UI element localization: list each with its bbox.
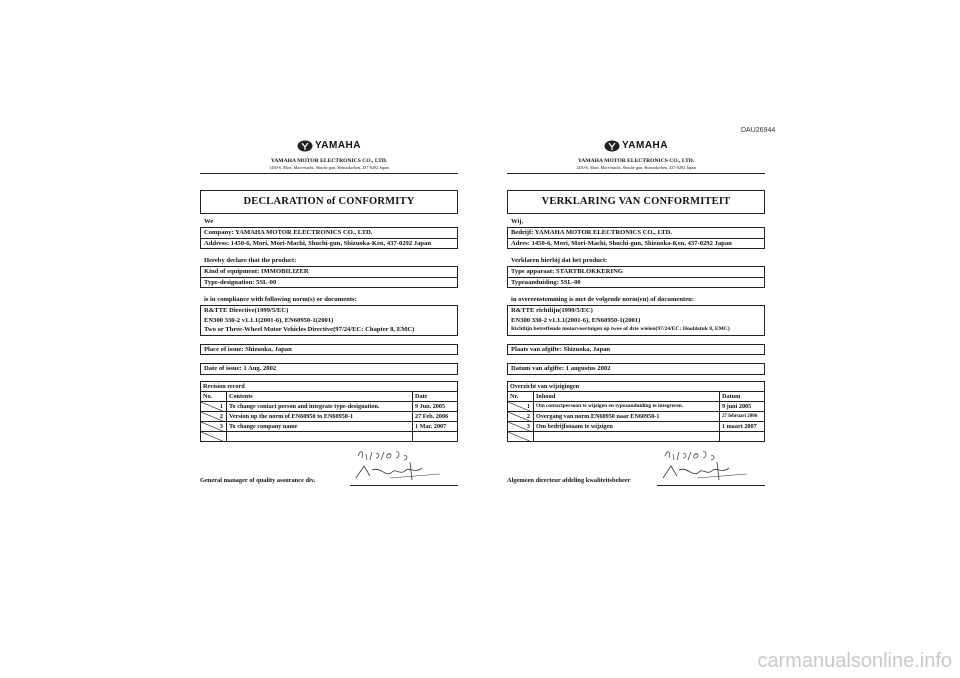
- signer-title: General manager of quality assurance div.: [200, 476, 316, 484]
- header-date: Date: [413, 391, 458, 401]
- revision-table: [200, 381, 458, 442]
- table-row: [508, 401, 765, 411]
- company-name: YAMAHA MOTOR ELECTRONICS CO., LTD.: [577, 158, 695, 164]
- compliance-label: in overeenstemming is met de volgende norm(en) of documenten:: [511, 296, 695, 303]
- yamaha-logo: [507, 138, 765, 154]
- revision-triangle-icon: [201, 432, 225, 442]
- table-row-empty: [201, 431, 458, 441]
- revision-no: 1: [219, 402, 223, 410]
- declare-label: Hereby declare that the product:: [204, 257, 297, 264]
- norm-line: Richtlijn betreffende motorvoertuigen op twee of drie wielen(97/24/EC: Hoofdstuk 8, EMC): [511, 326, 730, 332]
- norm-line: EN300 330-2 v1.1.1(2001-6), EN60950-1(2001): [511, 316, 641, 324]
- logo-wordmark: YAMAHA: [622, 140, 668, 152]
- signature-area: [200, 454, 458, 488]
- table-row: [201, 421, 458, 431]
- table-row: [508, 421, 765, 431]
- table-row-empty: [508, 431, 765, 441]
- revision-contents: To change contact person and integrate type-designation.: [227, 401, 413, 411]
- table-row: [201, 411, 458, 421]
- logo-wordmark: YAMAHA: [315, 140, 361, 152]
- document-title: DECLARATION of CONFORMITY: [200, 190, 458, 214]
- revision-date: 1 maart 2007: [720, 421, 765, 431]
- date-box: [507, 363, 765, 375]
- document-title: VERKLARING VAN CONFORMITEIT: [507, 190, 765, 214]
- revision-title: Revision record: [201, 381, 458, 391]
- product-box: [507, 266, 765, 288]
- revision-triangle-icon: [508, 432, 532, 442]
- date-line: Datum van afgifte: 1 augustus 2002: [511, 365, 611, 372]
- header-no: No.: [201, 391, 227, 401]
- company-address: 1450-6, Mori, Mori-machi, Shuchi-gun, Shizuoka-ken, 437-0292 Japan: [507, 165, 765, 174]
- signer-title: Algemeen directeur afdeling kwaliteitsbeheer: [507, 476, 631, 484]
- place-line: Place of issue: Shizuoka, Japan: [204, 345, 292, 353]
- revision-date: 9 Jun. 2005: [413, 401, 458, 411]
- norm-line: EN300 330-2 v1.1.1(2001-6), EN60950-1(2001): [204, 316, 334, 324]
- revision-no: 3: [219, 422, 223, 430]
- header-date: Datum: [720, 391, 765, 401]
- declaration-panel-dutch: [507, 138, 765, 488]
- header-no: Nr.: [508, 391, 534, 401]
- revision-title: Overzicht van wijzigingen: [508, 381, 765, 391]
- revision-no: 2: [526, 412, 530, 420]
- address-line: Adres: 1450-6, Mori, Mori-Machi, Shuchi-gun, Shizuoka-Ken, 437-0292 Japan: [508, 238, 764, 249]
- place-box: [507, 344, 765, 356]
- signature-line: [350, 485, 458, 486]
- type-line: Typeaanduiding: 5SL-00: [508, 277, 764, 288]
- revision-contents: Om bedrijfsnaam te wijzigen: [534, 421, 720, 431]
- revision-date: 27 februari 2006: [720, 411, 765, 421]
- signature-area: [507, 454, 765, 488]
- revision-table: [507, 381, 765, 442]
- we-label: Wij,: [511, 218, 524, 225]
- compliance-label: is in compliance with following norm(s) or documents:: [204, 296, 357, 303]
- revision-date: 1 Mar. 2007: [413, 421, 458, 431]
- revision-contents: To change company name: [227, 421, 413, 431]
- table-row: [201, 401, 458, 411]
- tuning-fork-logo-icon: [604, 140, 620, 152]
- norms-box: [507, 305, 765, 336]
- product-box: [200, 266, 458, 288]
- revision-date: 9 juni 2005: [720, 401, 765, 411]
- header-contents: Contents: [227, 391, 413, 401]
- revision-contents: Version up the norm of EN60950 to EN60950-1: [227, 411, 413, 421]
- table-row: [508, 411, 765, 421]
- header-contents: Inhoud: [534, 391, 720, 401]
- handwritten-signature: [657, 448, 757, 488]
- we-label: We: [204, 218, 214, 225]
- revision-no: 2: [219, 412, 223, 420]
- watermark: carmanualsonline.info: [757, 650, 952, 672]
- equipment-line: Kind of equipment: IMMOBILIZER: [204, 268, 309, 275]
- revision-contents: Overgang van norm EN60950 naar EN60950-1: [534, 411, 720, 421]
- norms-box: [200, 305, 458, 336]
- company-box: [200, 227, 458, 249]
- yamaha-logo: [200, 138, 458, 154]
- revision-no: 1: [526, 402, 530, 410]
- company-address: 1450-6, Mori, Mori-machi, Shuchi-gun, Shizuoka-ken, 437-0292 Japan: [200, 165, 458, 174]
- type-line: Type-designation: 5SL-00: [201, 277, 457, 288]
- company-line: Company: YAMAHA MOTOR ELECTRONICS CO., LTD.: [204, 229, 373, 236]
- date-box: [200, 363, 458, 375]
- company-line: Bedrijf: YAMAHA MOTOR ELECTRONICS CO., LTD.: [511, 229, 673, 236]
- revision-date: 27 Feb. 2006: [413, 411, 458, 421]
- address-line: Address: 1450-6, Mori, Mori-Machi, Shuchi-gun, Shizuoka-Ken, 437-0292 Japan: [201, 238, 457, 249]
- norm-line: Two or Three-Wheel Motor Vehicles Directive(97/24/EC: Chapter 8, EMC): [204, 326, 415, 333]
- company-name: YAMAHA MOTOR ELECTRONICS CO., LTD.: [270, 158, 388, 164]
- document-code: DAU26944: [741, 127, 776, 134]
- norm-line: R&TTE Directive(1999/5/EC): [204, 307, 289, 314]
- signature-line: [657, 485, 765, 486]
- handwritten-signature: [350, 448, 450, 488]
- declare-label: Verklaren hierbij dat het product:: [511, 257, 608, 264]
- company-box: [507, 227, 765, 249]
- date-line: Date of issue: 1 Aug. 2002: [204, 365, 277, 372]
- revision-contents: Om contactpersoon te wijzigen en typeaanduiding te integreren.: [534, 401, 720, 411]
- place-line: Plaats van afgifte: Shizuoka, Japan: [511, 345, 611, 353]
- place-box: [200, 344, 458, 356]
- tuning-fork-logo-icon: [297, 140, 313, 152]
- declaration-panel-english: [200, 138, 458, 488]
- revision-no: 3: [526, 422, 530, 430]
- norm-line: R&TTE richtlijn(1999/5/EC): [511, 307, 593, 314]
- equipment-line: Type apparaat: STARTBLOKKERING: [511, 268, 623, 275]
